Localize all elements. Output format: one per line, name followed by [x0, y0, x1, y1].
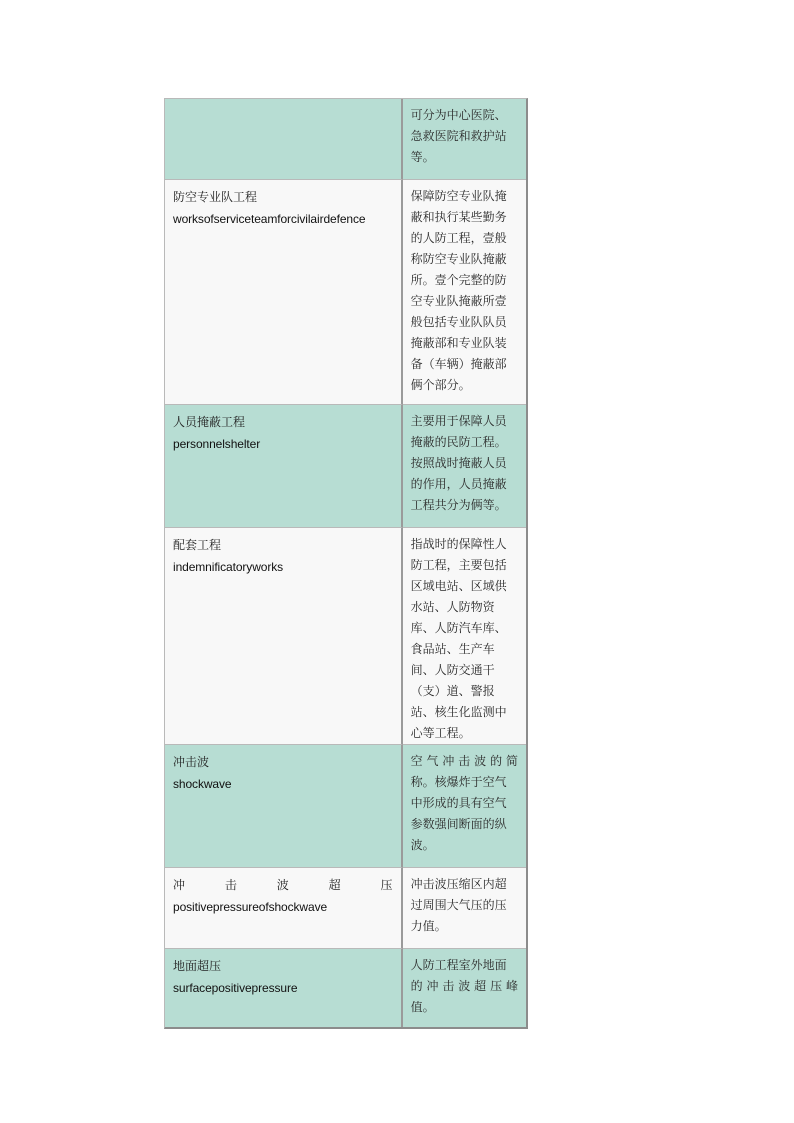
definition-text: 指战时的保障性人防工程，主要包括区域电站、区域供水站、人防物资库、人防汽车库、食品站、生产车间、人防交通干（支）道、警报站、核生化监测中心等工程。: [410, 537, 507, 740]
definition-cell: [403, 99, 526, 180]
term-chinese: 防空专业队工程: [173, 190, 258, 204]
definition-text: 冲击波压缩区内超过周围大气压的压力值。: [410, 877, 507, 933]
term-chinese: 冲击波超压: [173, 878, 393, 892]
term-english: shockwave: [173, 777, 232, 791]
term-english: worksofserviceteamforcivilairdefence: [173, 212, 366, 226]
term-chinese: 配套工程: [173, 538, 222, 552]
table-row: [165, 180, 526, 405]
table-row: [165, 868, 526, 949]
definition-cell: [403, 745, 526, 868]
definition-cell: [403, 949, 526, 1027]
term-cell: [165, 99, 403, 180]
term-english: personnelshelter: [173, 437, 261, 451]
term-english: indemnificatoryworks: [173, 560, 284, 574]
term-cell: [165, 949, 403, 1027]
table-row: [165, 949, 526, 1027]
term-english: positivepressureofshockwave: [173, 900, 328, 914]
definition-text-first-line: 空气冲击波的简: [410, 754, 518, 768]
definition-text: 称。核爆炸于空气中形成的具有空气参数强间断面的纵波。: [410, 775, 507, 852]
definition-text-first-line: 人防工程室外地面: [410, 958, 507, 972]
term-cell: [165, 745, 403, 868]
definition-text: 保障防空专业队掩蔽和执行某些勤务的人防工程，壹般称防空专业队掩蔽所。壹个完整的防空专业队掩蔽所壹般包括专业队队员掩蔽部和专业队装备（车辆）掩蔽部俩个部分。: [410, 189, 507, 392]
definition-cell: [403, 528, 526, 745]
term-cell: [165, 405, 403, 528]
definition-text: 值。: [410, 1000, 435, 1014]
definition-cell: [403, 180, 526, 405]
term-cell: [165, 528, 403, 745]
glossary-table: [164, 98, 528, 1029]
term-chinese: 人员掩蔽工程: [173, 415, 246, 429]
table-row: [165, 99, 526, 180]
definition-text-second-line: 的冲击波超压峰: [410, 979, 518, 993]
definition-text: 主要用于保障人员掩蔽的民防工程。按照战时掩蔽人员的作用，人员掩蔽工程共分为俩等。: [410, 414, 507, 512]
term-chinese: 地面超压: [173, 959, 222, 973]
table-row: [165, 528, 526, 745]
table-row: [165, 405, 526, 528]
definition-cell: [403, 868, 526, 949]
term-english: surfacepositivepressure: [173, 981, 298, 995]
definition-text: 可分为中心医院、急救医院和救护站等。: [410, 108, 507, 164]
term-cell: [165, 868, 403, 949]
term-cell: [165, 180, 403, 405]
definition-cell: [403, 405, 526, 528]
term-chinese: 冲击波: [173, 755, 210, 769]
table-row: [165, 745, 526, 868]
